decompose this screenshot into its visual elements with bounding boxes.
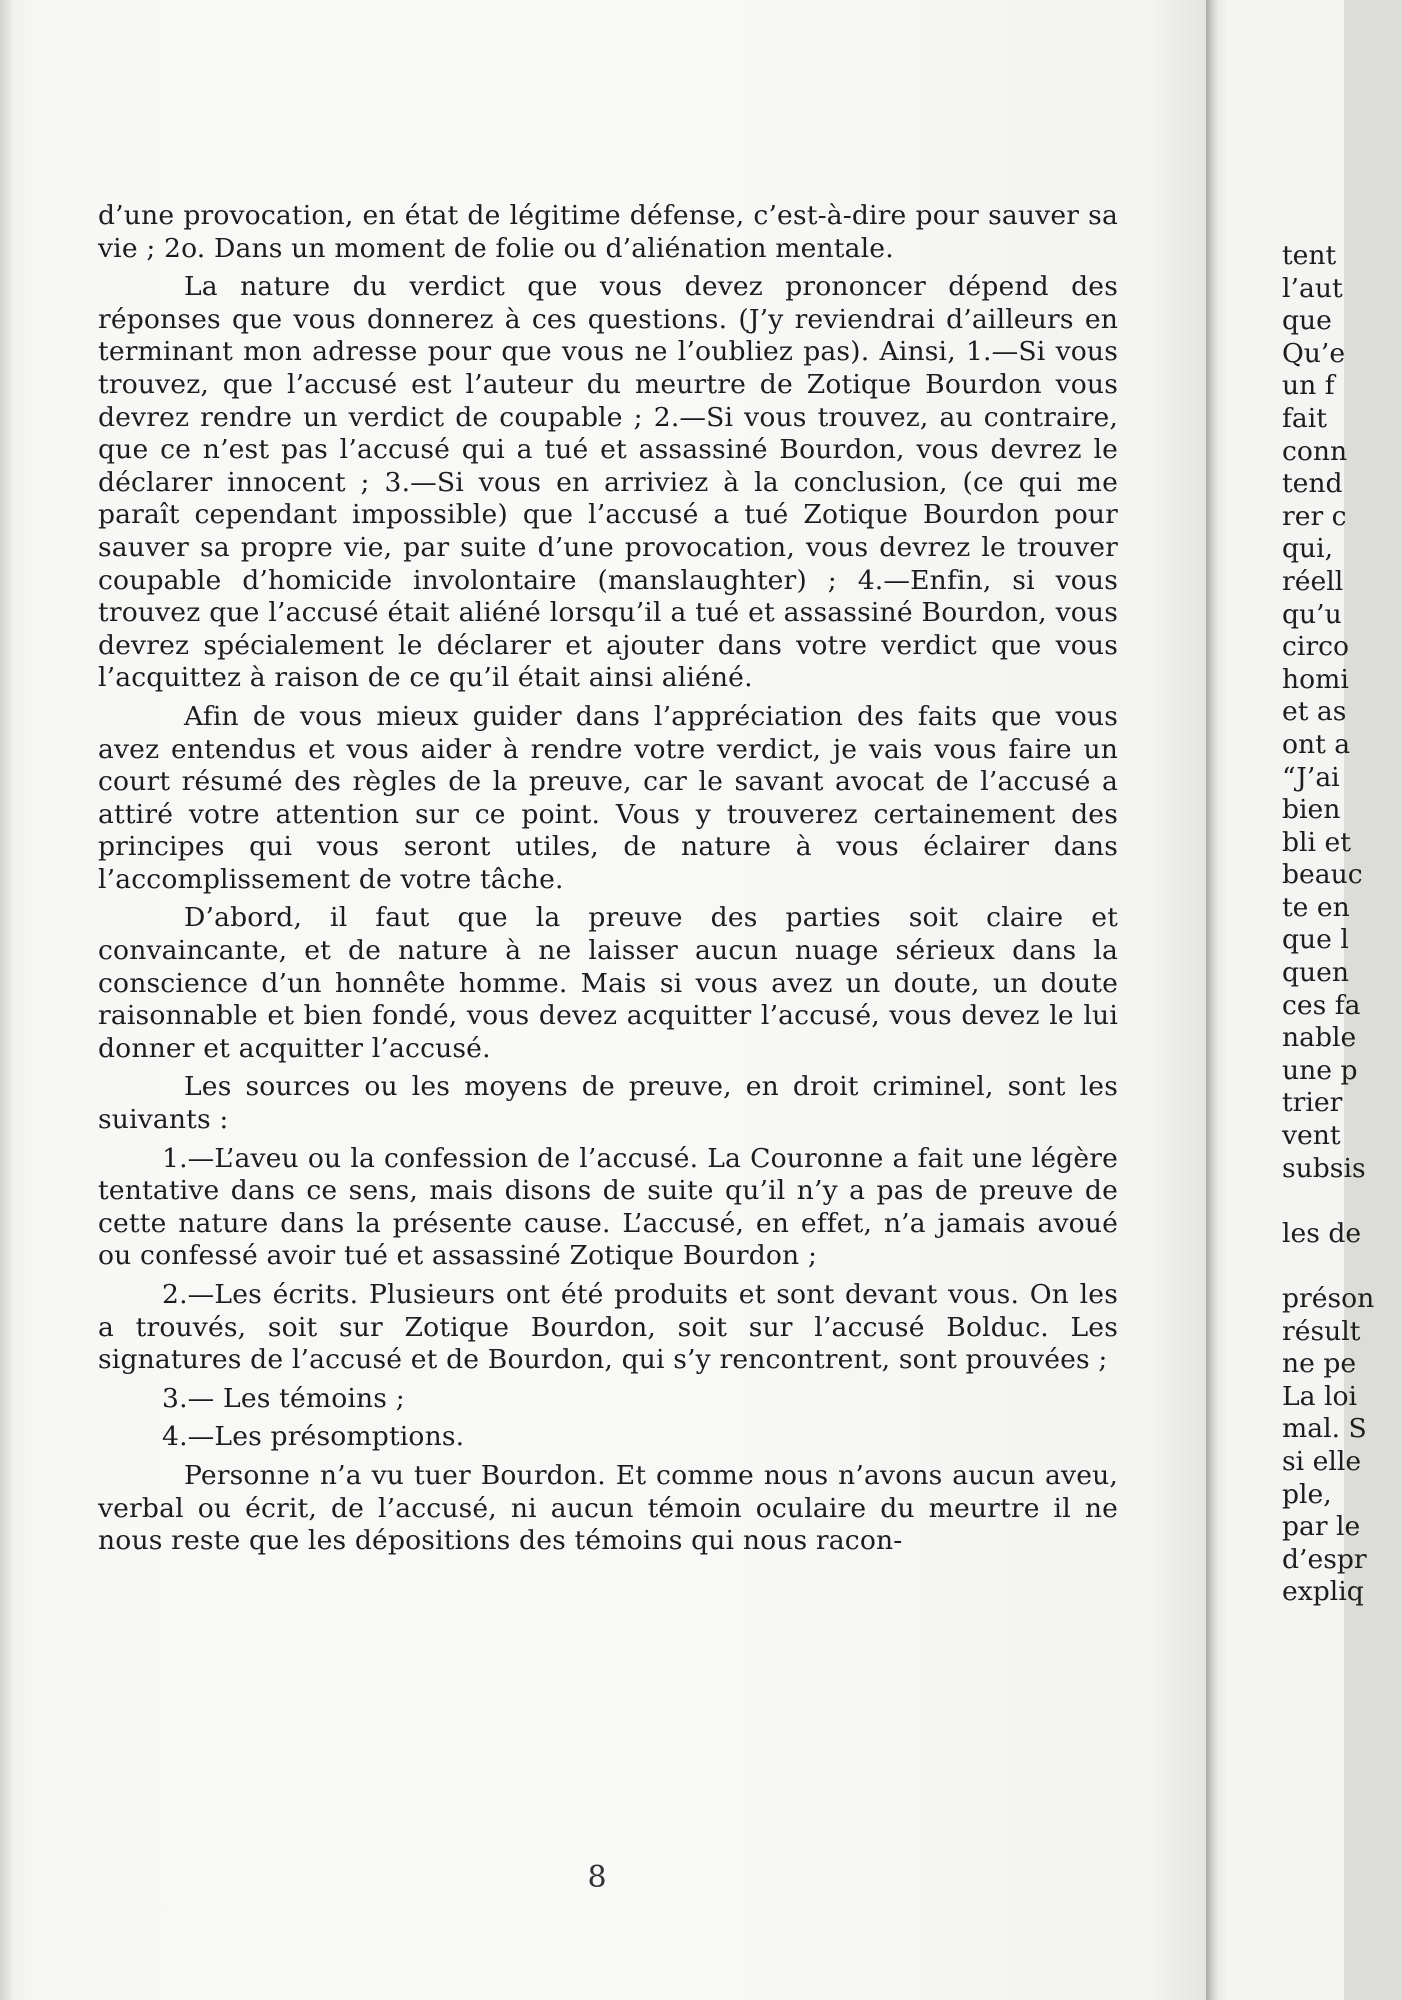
book-gutter [1206, 0, 1226, 2000]
right-page-line: résult [1282, 1315, 1361, 1347]
right-page-line: d’espr [1282, 1543, 1367, 1575]
right-page-line: ces fa [1282, 989, 1361, 1021]
right-page-line: qui, [1282, 533, 1334, 565]
right-page-line: ple, [1282, 1478, 1332, 1510]
right-page-line: si elle [1282, 1445, 1362, 1477]
list-item: 3.— Les témoins ; [162, 1382, 405, 1414]
right-page-line: homi [1282, 663, 1349, 695]
right-page-line: bli et [1282, 826, 1351, 858]
left-page-text [98, 200, 1118, 1564]
right-page-line: réell [1282, 565, 1344, 597]
right-page-line: vent [1282, 1120, 1341, 1152]
right-page-line: La loi [1282, 1380, 1357, 1412]
page-number: 8 [587, 1860, 607, 1895]
right-page-line: “J’ai [1282, 761, 1340, 793]
right-page-line: qu’u [1282, 598, 1342, 630]
right-page-line: les de [1282, 1217, 1362, 1249]
right-page-line: circo [1282, 631, 1350, 663]
right-page-line: Qu’e [1282, 337, 1346, 369]
right-page-line: tend [1282, 468, 1343, 500]
right-page-line: rer c [1282, 500, 1347, 532]
paragraph: Afin de vous mieux guider dans l’appréciation des faits que vous avez entendus et vous aider à rendre votre verdict, je vais vous faire un court résumé des règles de la preuve, car le savant avocat de l’accusé a attiré votre attention sur ce point. Vous y trouverez certainement des principes qui vous seront utiles, de nature à vous éclairer dans l’accomplissement de votre tâche. [98, 700, 1118, 895]
right-page-line [1282, 1185, 1402, 1218]
right-page-line: une p [1282, 1054, 1358, 1086]
right-page-line: mal. S [1282, 1413, 1367, 1445]
right-page-line: fait [1282, 402, 1327, 434]
paragraph: Personne n’a vu tuer Bourdon. Et comme nous n’avons aucun aveu, verbal ou écrit, de l’accusé, ni aucun témoin oculaire du meurtre il ne nous reste que les dépositions des témoins qui nous racon- [98, 1459, 1118, 1557]
right-page-line: conn [1282, 435, 1348, 467]
right-page-line: beauc [1282, 859, 1363, 891]
right-page-line: ont a [1282, 728, 1351, 760]
right-page-line: te en [1282, 891, 1350, 923]
right-page-line: que [1282, 305, 1332, 337]
right-page-line: ne pe [1282, 1348, 1357, 1380]
right-page-line: trier [1282, 1087, 1343, 1119]
right-page-line [1282, 1250, 1402, 1283]
list-item: 2.—Les écrits. Plusieurs ont été produits et sont devant vous. On les a trouvés, soit sur Zotique Bourdon, soit sur l’accusé Bolduc. Les signatures de l’accusé et de Bourdon, qui s’y rencontrent, sont prouvées ; [98, 1279, 1118, 1376]
right-page-line: et as [1282, 696, 1347, 728]
right-page-line: un f [1282, 370, 1335, 402]
right-page-line: tent [1282, 240, 1337, 271]
paragraph: d’une provocation, en état de légitime défense, c’est-à-dire pour sauver sa vie ; 2o. Dans un moment de folie ou d’aliénation mentale. [98, 200, 1118, 264]
right-page-line: préson [1282, 1283, 1375, 1314]
right-page-line: l’aut [1282, 272, 1343, 304]
right-page-line: quen [1282, 957, 1350, 989]
right-page [1226, 0, 1375, 2000]
paragraph: La nature du verdict que vous devez prononcer dépend des réponses que vous donnerez à ces questions. (J’y reviendrai d’ailleurs en terminant mon adresse pour que vous ne l’oubliez pas). Ainsi, 1.—Si vous trouvez, que l’accusé est l’auteur du meurtre de Zotique Bourdon vous devrez rendre un verdict de coupable ; 2.—Si vous trouvez, au contraire, que ce n’est pas l’accusé qui a tué et assassiné Bourdon, vous devrez le déclarer innocent ; 3.—Si vous en arriviez à la conclusion, (ce qui me paraît cependant impossible) que l’accusé a tué Zotique Bourdon pour sauver sa propre vie, par suite d’une provocation, vous devrez le trouver coupable d’homicide involontaire (manslaughter) ; 4.—Enfin, si vous trouvez que l’accusé était aliéné lorsqu’il a tué et assassiné Bourdon, vous devrez spécialement le déclarer et ajouter dans votre verdict que vous l’acquittez à raison de ce qu’il était ainsi aliéné. [98, 271, 1118, 694]
right-page-line: expliq [1282, 1576, 1364, 1608]
page-edge-shadow [0, 0, 14, 2000]
list-item: 1.—L’aveu ou la confession de l’accusé. La Couronne a fait une légère tentative dans ce sens, mais disons de suite qu’il n’y a pas de preuve de cette nature dans la présente cause. L’accusé, en effet, n’a jamais avoué ou confessé avoir tué et assassiné Zotique Bourdon ; [98, 1142, 1118, 1272]
paragraph: Les sources ou les moyens de preuve, en droit criminel, sont les suivants : [98, 1071, 1118, 1136]
right-page-line: bien [1282, 794, 1341, 826]
paragraph: D’abord, il faut que la preuve des parties soit claire et convaincante, et de nature à ne laisser aucun nuage sérieux dans la conscience d’un honnête homme. Mais si vous avez un doute, un doute raisonnable et bien fondé, vous devez acquitter l’accusé, vous devez le lui donner et acquitter l’accusé. [98, 902, 1118, 1064]
right-page-line: que l [1282, 924, 1349, 956]
right-page-line: par le [1282, 1511, 1361, 1543]
right-page-line: nable [1282, 1022, 1357, 1054]
right-page-line: subsis [1282, 1152, 1366, 1184]
list-item: 4.—Les présomptions. [162, 1421, 465, 1453]
right-page-text-fragments [1282, 240, 1402, 1609]
